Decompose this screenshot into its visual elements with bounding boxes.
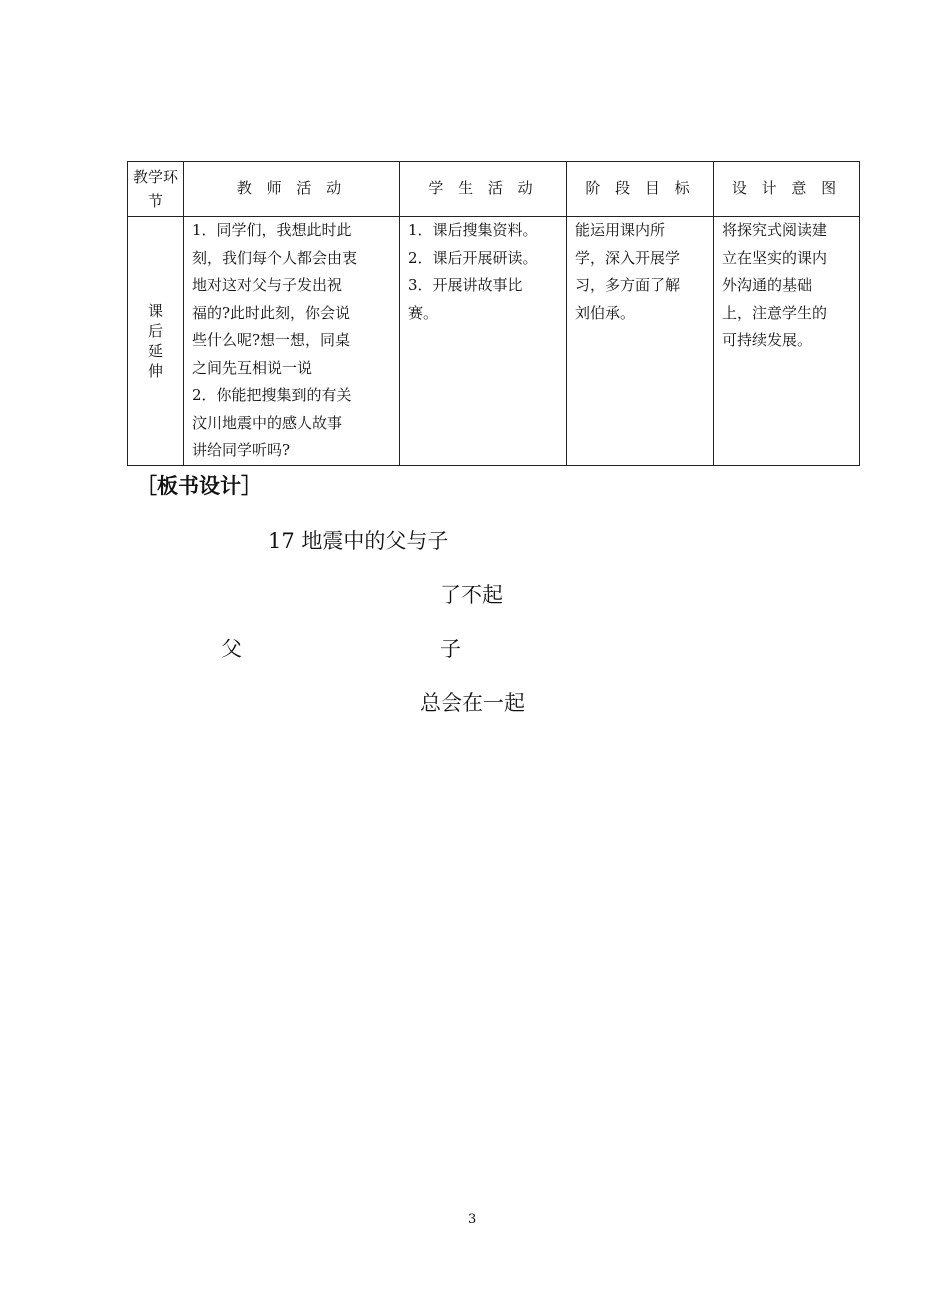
intent-line: 可持续发展。 — [722, 331, 813, 349]
table-row — [128, 217, 860, 466]
teacher-line: 2．你能把搜集到的有关 — [192, 386, 352, 404]
stage-cell — [128, 217, 184, 466]
design-intent-cell — [714, 217, 860, 466]
board-left: 父 — [221, 637, 242, 661]
teacher-line: 刻，我们每个人都会由衷 — [192, 248, 358, 267]
lesson-plan-table — [127, 161, 860, 466]
page-number: 3 — [468, 1212, 477, 1227]
header-stage-goal: 阶 段 目 标 — [567, 162, 714, 217]
student-line: 3．开展讲故事比 — [408, 276, 523, 294]
teacher-line: 地对这对父与子发出祝 — [192, 276, 343, 294]
stage-label: 课后延伸 — [147, 301, 163, 380]
board-design-heading: ［板书设计］ — [136, 474, 262, 498]
board-lesson-title: 17 地震中的父与子 — [268, 529, 449, 553]
student-activity-cell — [400, 217, 567, 466]
student-line: 赛。 — [408, 303, 439, 322]
header-student-activity: 学 生 活 动 — [400, 162, 567, 217]
teacher-line: 些什么呢?想一想，同桌 — [192, 331, 351, 349]
teacher-line: 汶川地震中的感人故事 — [192, 413, 343, 432]
goal-line: 习，多方面了解 — [575, 276, 681, 294]
teacher-line: 福的?此时此刻，你会说 — [192, 303, 351, 322]
goal-line: 刘伯承。 — [575, 303, 636, 322]
goal-line: 学，深入开展学 — [575, 248, 681, 267]
board-right: 子 — [440, 637, 461, 661]
header-stage: 教学环节 — [128, 162, 184, 217]
student-line: 2．课后开展研读。 — [408, 248, 538, 267]
intent-line: 立在坚实的课内 — [722, 248, 828, 267]
board-bottom: 总会在一起 — [420, 691, 525, 715]
teacher-activity-cell — [184, 217, 400, 466]
teacher-line: 之间先互相说一说 — [192, 358, 313, 377]
intent-line: 上，注意学生的 — [722, 303, 828, 322]
student-line: 1．课后搜集资料。 — [408, 221, 538, 239]
board-middle-top: 了不起 — [440, 583, 503, 607]
stage-goal-cell — [567, 217, 714, 466]
goal-line: 能运用课内所 — [575, 221, 666, 239]
teacher-line: 讲给同学听吗? — [192, 441, 291, 459]
intent-line: 外沟通的基础 — [722, 276, 813, 294]
table-header-row — [128, 162, 860, 217]
intent-line: 将探究式阅读建 — [722, 221, 828, 239]
teacher-line: 1．同学们，我想此时此 — [192, 221, 352, 239]
header-design-intent: 设 计 意 图 — [714, 162, 860, 217]
header-teacher-activity: 教 师 活 动 — [184, 162, 400, 217]
